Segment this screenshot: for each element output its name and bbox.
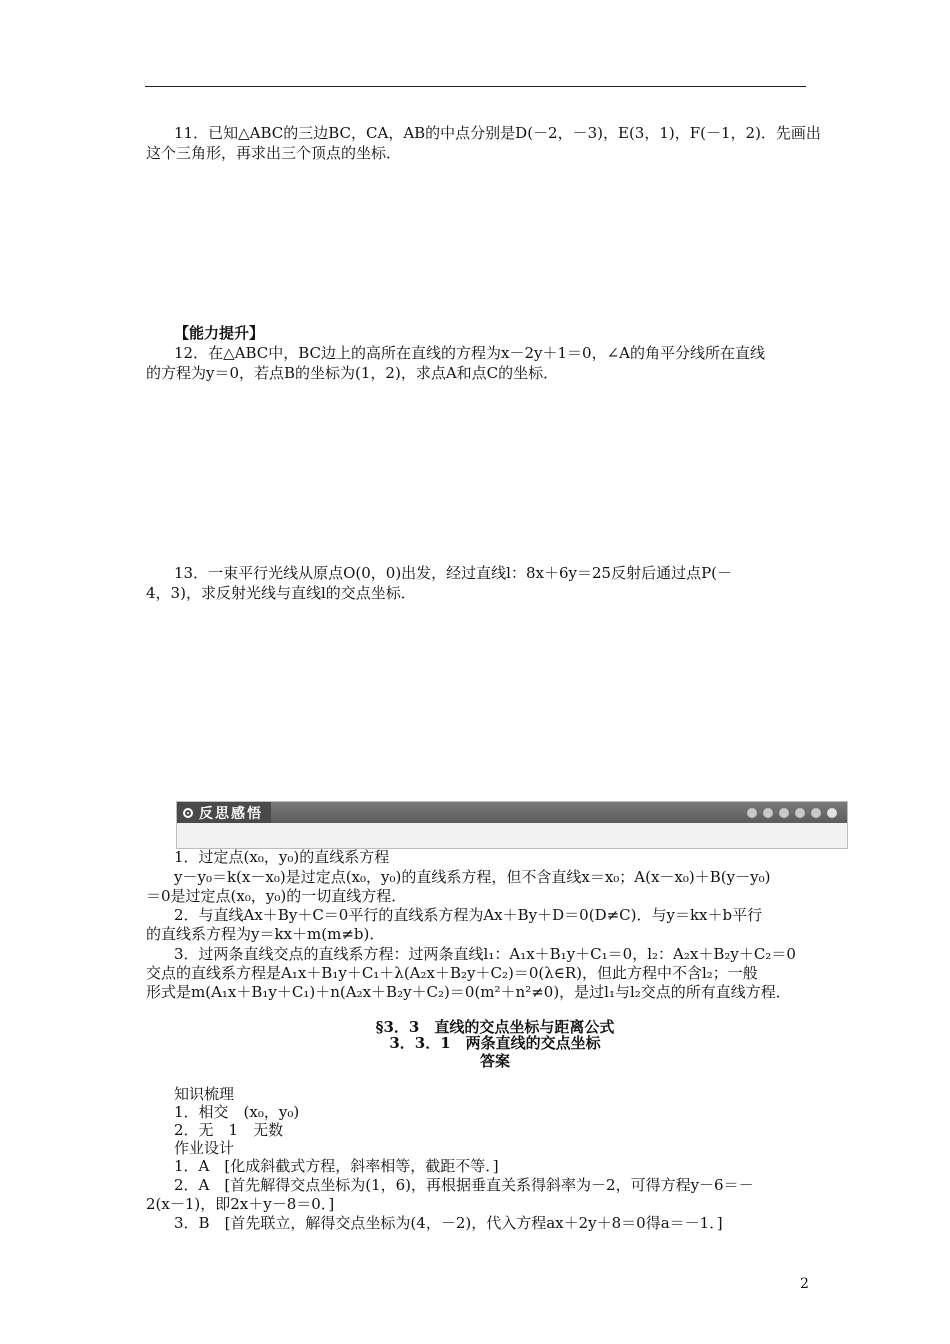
q13-line-1: 13．一束平行光线从原点O(0，0)出发，经过直线l：8x＋6y＝25反射后通过点P(－	[174, 564, 733, 582]
hw-item-1: 1．A [化成斜截式方程，斜率相等，截距不等．]	[174, 1157, 499, 1175]
reflection-p3-a: 3．过两条直线交点的直线系方程：过两条直线l₁：A₁x＋B₁y＋C₁＝0，l₂：A₂x＋B₂y＋C₂＝0	[174, 945, 796, 963]
reflection-p3-c: 形式是m(A₁x＋B₁y＋C₁)＋n(A₂x＋B₂y＋C₂)＝0(m²＋n²≠0)，是过l₁与l₂交点的所有直线方程．	[146, 983, 791, 1001]
dot-icon	[795, 808, 805, 818]
kp-item-2: 2．无 1 无数	[174, 1121, 284, 1139]
hw-item-3: 3．B [首先联立，解得交点坐标为(4，－2)，代入方程ax＋2y＋8＝0得a＝－1．]	[174, 1214, 723, 1232]
reflection-p1-title: 1．过定点(x₀，y₀)的直线系方程	[174, 848, 390, 866]
reflection-label	[177, 802, 271, 823]
reflection-banner-bar	[177, 802, 847, 823]
kp-heading: 知识梳理	[174, 1085, 235, 1103]
q12-line-2: 的方程为y＝0，若点B的坐标为(1，2)，求点A和点C的坐标．	[146, 364, 559, 382]
dot-icon	[747, 808, 757, 818]
dot-icon	[827, 808, 837, 818]
ability-heading: 【能力提升】	[174, 324, 265, 342]
answers-heading: 答案	[479, 1052, 510, 1070]
target-icon	[183, 808, 193, 818]
reflection-label-text: 反思感悟	[199, 805, 263, 822]
reflection-p1-b: ＝0是过定点(x₀，y₀)的一切直线方程．	[146, 887, 407, 905]
section-subtitle: 3．3．1 两条直线的交点坐标	[389, 1034, 601, 1052]
header-rule	[145, 86, 806, 87]
hw-heading: 作业设计	[174, 1139, 235, 1157]
dot-icon	[763, 808, 773, 818]
reflection-p2-b: 的直线系方程为y＝kx＋m(m≠b)．	[146, 925, 385, 943]
page-number: 2	[800, 1276, 809, 1292]
q11-line-1: 11．已知△ABC的三边BC，CA，AB的中点分别是D(－2，－3)，E(3，1)，F(－1，2)．先画出	[174, 124, 821, 142]
section-title: §3．3 直线的交点坐标与距离公式	[375, 1018, 615, 1036]
hw-item-2-b: 2(x－1)，即2x＋y－8＝0．]	[146, 1195, 335, 1213]
reflection-p2-a: 2．与直线Ax＋By＋C＝0平行的直线系方程为Ax＋By＋D＝0(D≠C)．与y＝kx＋b平行	[174, 906, 763, 924]
q11-line-2: 这个三角形，再求出三个顶点的坐标．	[146, 144, 402, 162]
reflection-p3-b: 交点的直线系方程是A₁x＋B₁y＋C₁＋λ(A₂x＋B₂y＋C₂)＝0(λ∈R)，但此方程中不含l₂；一般	[146, 964, 758, 982]
banner-dots	[747, 808, 837, 818]
kp-item-1: 1．相交 (x₀，y₀)	[174, 1103, 300, 1121]
reflection-banner	[176, 801, 848, 849]
q12-line-1: 12．在△ABC中，BC边上的高所在直线的方程为x－2y＋1＝0，∠A的角平分线所在直线	[174, 344, 765, 362]
q13-line-2: 4，3)，求反射光线与直线l的交点坐标．	[146, 584, 416, 602]
reflection-p1-a: y－y₀＝k(x－x₀)是过定点(x₀，y₀)的直线系方程，但不含直线x＝x₀；A(x－x₀)＋B(y－y₀)	[174, 868, 771, 886]
dot-icon	[811, 808, 821, 818]
dot-icon	[779, 808, 789, 818]
hw-item-2-a: 2．A [首先解得交点坐标为(1，6)，再根据垂直关系得斜率为－2，可得方程y－6＝－	[174, 1176, 754, 1194]
